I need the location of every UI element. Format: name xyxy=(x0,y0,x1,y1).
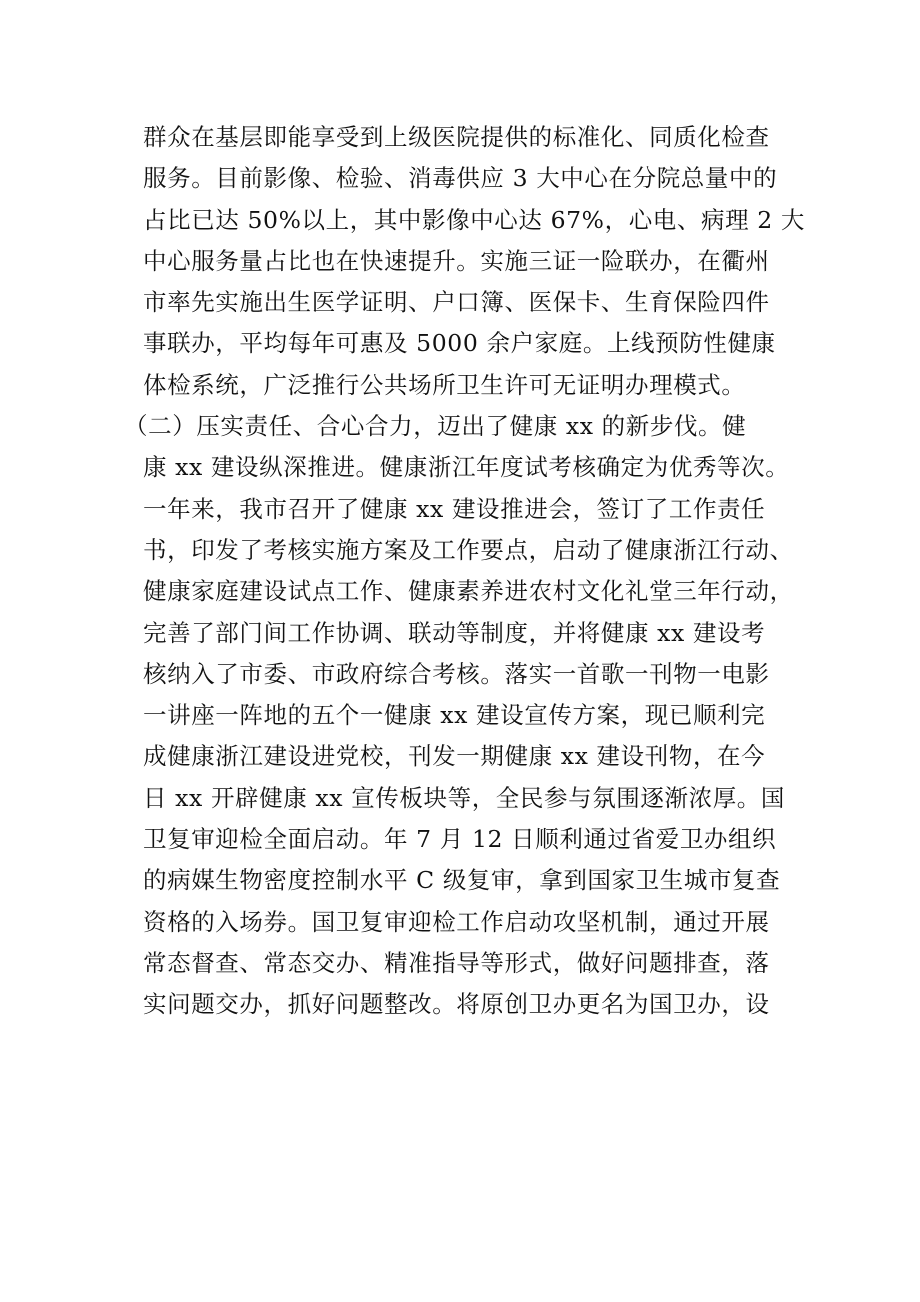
text-line-22: 实问题交办，抓好问题整改。将原创卫办更名为国卫办，设 xyxy=(143,990,770,1019)
text-line-13: 完善了部门间工作协调、联动等制度，并将健康 xx 建设考 xyxy=(143,618,766,647)
text-line-5: 市率先实施出生医学证明、户口簿、医保卡、生育保险四件 xyxy=(143,288,770,317)
text-line-6: 事联办，平均每年可惠及 5000 余户家庭。上线预防性健康 xyxy=(143,329,776,358)
text-line-16: 成健康浙江建设进党校，刊发一期健康 xx 建设刊物，在今 xyxy=(143,742,766,771)
text-line-1: 群众在基层即能享受到上级医院提供的标准化、同质化检查 xyxy=(143,123,770,151)
text-line-10: 一年来，我市召开了健康 xx 建设推进会，签订了工作责任 xyxy=(143,494,766,523)
section-heading-line: （二）压实责任、合心合力，迈出了健康 xx 的新步伐。健 xyxy=(124,412,747,441)
text-line-11: 书，印发了考核实施方案及工作要点，启动了健康浙江行动、 xyxy=(143,535,794,564)
body-text xyxy=(124,117,805,1026)
text-line-20: 资格的入场券。国卫复审迎检工作启动攻坚机制，通过开展 xyxy=(143,907,770,936)
text-line-9: 康 xx 建设纵深推进。健康浙江年度试考核确定为优秀等次。 xyxy=(143,453,790,482)
text-line-17: 日 xx 开辟健康 xx 宣传板块等，全民参与氛围逐渐浓厚。国 xyxy=(143,783,785,812)
text-line-12: 健康家庭建设试点工作、健康素养进农村文化礼堂三年行动， xyxy=(143,577,794,606)
text-line-7: 体检系统，广泛推行公共场所卫生许可无证明办理模式。 xyxy=(143,370,746,399)
text-line-19: 的病媒生物密度控制水平 C 级复审，拿到国家卫生城市复查 xyxy=(143,866,781,895)
text-line-21: 常态督查、常态交办、精准指导等形式，做好问题排查，落 xyxy=(143,948,770,977)
text-line-4: 中心服务量占比也在快速提升。实施三证一险联办，在衢州 xyxy=(143,246,770,275)
text-line-15: 一讲座一阵地的五个一健康 xx 建设宣传方案，现已顺利完 xyxy=(143,701,766,730)
text-line-18: 卫复审迎检全面启动。年 7 月 12 日顺利通过省爱卫办组织 xyxy=(143,825,777,854)
text-line-2: 服务。目前影像、检验、消毒供应 3 大中心在分院总量中的 xyxy=(143,164,778,193)
text-line-14: 核纳入了市委、市政府综合考核。落实一首歌一刊物一电影 xyxy=(143,659,770,688)
text-line-3: 占比已达 50%以上，其中影像中心达 67%，心电、病理 2 大 xyxy=(143,205,805,234)
